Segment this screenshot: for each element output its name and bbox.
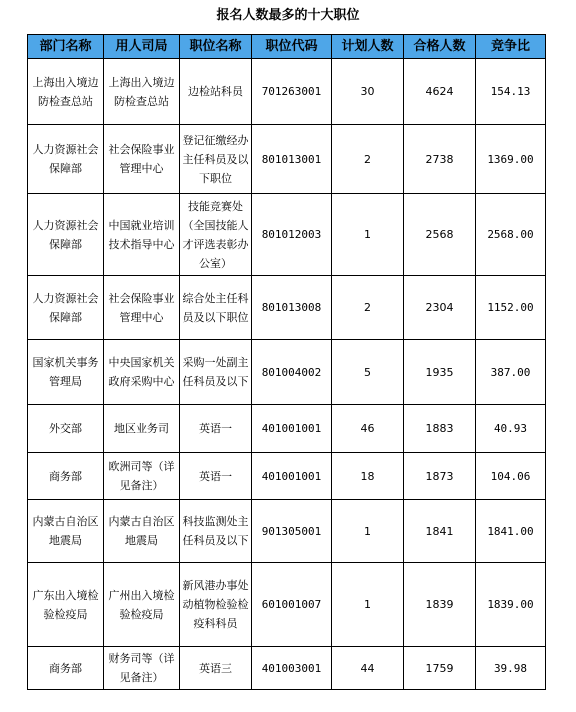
cell-ratio: 1841.00 bbox=[476, 500, 546, 563]
table-row bbox=[28, 405, 546, 453]
cell-qualified: 1883 bbox=[404, 405, 476, 453]
cell-position: 综合处主任科员及以下职位 bbox=[180, 276, 252, 340]
cell-position: 新风港办事处动植物检验检疫科科员 bbox=[180, 563, 252, 647]
cell-planned: 1 bbox=[332, 500, 404, 563]
cell-bureau: 中国就业培训技术指导中心 bbox=[104, 194, 180, 276]
cell-ratio: 1839.00 bbox=[476, 563, 546, 647]
cell-ratio: 1152.00 bbox=[476, 276, 546, 340]
header-code: 职位代码 bbox=[252, 35, 332, 59]
header-bureau: 用人司局 bbox=[104, 35, 180, 59]
cell-code: 401001001 bbox=[252, 453, 332, 500]
cell-qualified: 2738 bbox=[404, 125, 476, 194]
table-row bbox=[28, 125, 546, 194]
cell-bureau: 上海出入境边防检查总站 bbox=[104, 59, 180, 125]
cell-planned: 1 bbox=[332, 563, 404, 647]
cell-ratio: 39.98 bbox=[476, 647, 546, 690]
cell-dept: 广东出入境检验检疫局 bbox=[28, 563, 104, 647]
table-row bbox=[28, 276, 546, 340]
table-row bbox=[28, 453, 546, 500]
cell-ratio: 2568.00 bbox=[476, 194, 546, 276]
cell-qualified: 1873 bbox=[404, 453, 476, 500]
cell-dept: 国家机关事务管理局 bbox=[28, 340, 104, 405]
cell-planned: 44 bbox=[332, 647, 404, 690]
cell-dept: 人力资源社会保障部 bbox=[28, 194, 104, 276]
cell-bureau: 社会保险事业管理中心 bbox=[104, 125, 180, 194]
cell-position: 采购一处副主任科员及以下 bbox=[180, 340, 252, 405]
cell-code: 601001007 bbox=[252, 563, 332, 647]
cell-position: 技能竞赛处（全国技能人才评选表彰办公室） bbox=[180, 194, 252, 276]
cell-position: 英语一 bbox=[180, 405, 252, 453]
cell-bureau: 欧洲司等（详见备注） bbox=[104, 453, 180, 500]
header-planned: 计划人数 bbox=[332, 35, 404, 59]
positions-table bbox=[27, 34, 546, 690]
cell-ratio: 104.06 bbox=[476, 453, 546, 500]
cell-bureau: 中央国家机关政府采购中心 bbox=[104, 340, 180, 405]
header-qualified: 合格人数 bbox=[404, 35, 476, 59]
cell-qualified: 1839 bbox=[404, 563, 476, 647]
cell-code: 701263001 bbox=[252, 59, 332, 125]
cell-planned: 2 bbox=[332, 276, 404, 340]
cell-dept: 上海出入境边防检查总站 bbox=[28, 59, 104, 125]
cell-code: 801012003 bbox=[252, 194, 332, 276]
cell-planned: 5 bbox=[332, 340, 404, 405]
cell-code: 401001001 bbox=[252, 405, 332, 453]
cell-position: 英语三 bbox=[180, 647, 252, 690]
cell-planned: 18 bbox=[332, 453, 404, 500]
cell-planned: 2 bbox=[332, 125, 404, 194]
header-ratio: 竞争比 bbox=[476, 35, 546, 59]
cell-dept: 人力资源社会保障部 bbox=[28, 276, 104, 340]
cell-qualified: 1759 bbox=[404, 647, 476, 690]
cell-position: 登记征缴经办主任科员及以下职位 bbox=[180, 125, 252, 194]
table-row bbox=[28, 59, 546, 125]
table-row bbox=[28, 647, 546, 690]
cell-dept: 外交部 bbox=[28, 405, 104, 453]
cell-position: 科技监测处主任科员及以下 bbox=[180, 500, 252, 563]
cell-dept: 人力资源社会保障部 bbox=[28, 125, 104, 194]
cell-bureau: 广州出入境检验检疫局 bbox=[104, 563, 180, 647]
cell-planned: 46 bbox=[332, 405, 404, 453]
cell-bureau: 财务司等（详见备注） bbox=[104, 647, 180, 690]
cell-qualified: 2568 bbox=[404, 194, 476, 276]
cell-dept: 商务部 bbox=[28, 647, 104, 690]
cell-ratio: 387.00 bbox=[476, 340, 546, 405]
table-row bbox=[28, 340, 546, 405]
cell-ratio: 1369.00 bbox=[476, 125, 546, 194]
cell-qualified: 1841 bbox=[404, 500, 476, 563]
table-row bbox=[28, 194, 546, 276]
cell-position: 边检站科员 bbox=[180, 59, 252, 125]
cell-code: 801004002 bbox=[252, 340, 332, 405]
header-row bbox=[28, 35, 546, 59]
header-position: 职位名称 bbox=[180, 35, 252, 59]
cell-qualified: 2304 bbox=[404, 276, 476, 340]
cell-code: 901305001 bbox=[252, 500, 332, 563]
cell-planned: 1 bbox=[332, 194, 404, 276]
cell-code: 401003001 bbox=[252, 647, 332, 690]
cell-planned: 30 bbox=[332, 59, 404, 125]
table-title: 报名人数最多的十大职位 bbox=[216, 8, 360, 23]
cell-dept: 商务部 bbox=[28, 453, 104, 500]
cell-dept: 内蒙古自治区地震局 bbox=[28, 500, 104, 563]
cell-qualified: 1935 bbox=[404, 340, 476, 405]
cell-code: 801013008 bbox=[252, 276, 332, 340]
cell-ratio: 40.93 bbox=[476, 405, 546, 453]
cell-bureau: 地区业务司 bbox=[104, 405, 180, 453]
cell-bureau: 内蒙古自治区地震局 bbox=[104, 500, 180, 563]
cell-ratio: 154.13 bbox=[476, 59, 546, 125]
header-dept: 部门名称 bbox=[28, 35, 104, 59]
cell-bureau: 社会保险事业管理中心 bbox=[104, 276, 180, 340]
table-row bbox=[28, 500, 546, 563]
cell-position: 英语一 bbox=[180, 453, 252, 500]
table-row bbox=[28, 563, 546, 647]
cell-code: 801013001 bbox=[252, 125, 332, 194]
cell-qualified: 4624 bbox=[404, 59, 476, 125]
